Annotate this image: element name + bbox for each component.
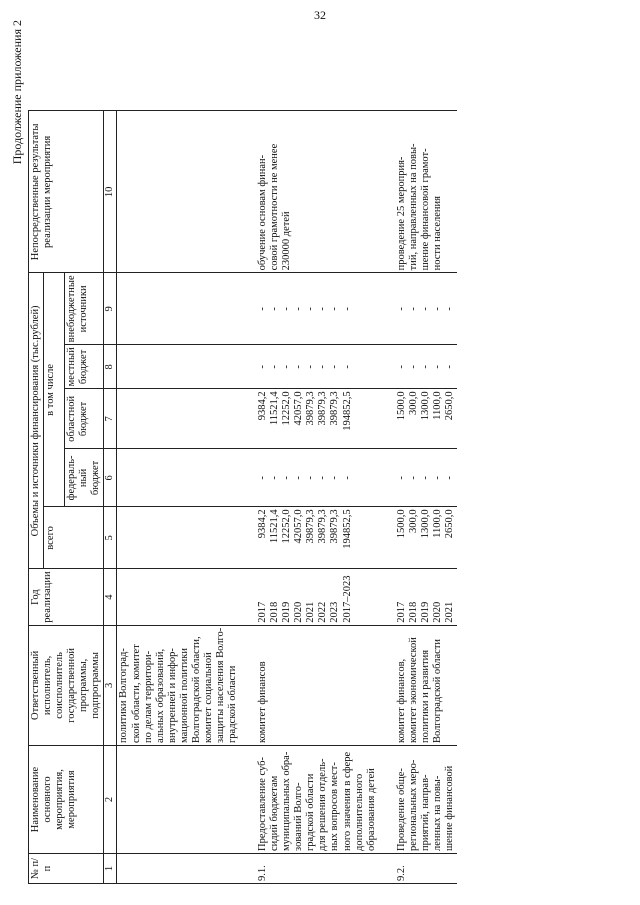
- regional-cell: [395, 389, 457, 449]
- federal-cell-line: -: [407, 476, 419, 480]
- header-federal: федераль-ный бюджет: [65, 449, 104, 507]
- total-cell-line: 12252,0: [281, 509, 293, 544]
- table-row: [395, 111, 457, 884]
- header-results: Непосредственные результаты реализации мероприятия: [29, 111, 104, 273]
- executor-cell-line: комитет социальной: [202, 652, 214, 743]
- name-cell: [395, 746, 457, 854]
- name-cell-line: градской области: [305, 773, 317, 851]
- regional-cell-line: 11521,4: [269, 391, 281, 426]
- regional-cell-line: 300,0: [407, 391, 419, 416]
- extra-cell-line: -: [395, 307, 407, 311]
- federal-cell-line: -: [329, 476, 341, 480]
- total-cell-line: 39879,3: [305, 509, 317, 544]
- extra-cell-line: -: [329, 307, 341, 311]
- executor-cell-line: политики Волгоград-: [118, 648, 130, 743]
- header-year: Год реализации: [29, 569, 104, 625]
- table-row: [256, 111, 379, 884]
- result-cell-line: ности населения: [431, 196, 443, 271]
- name-cell-line: муниципальных обра-: [281, 751, 293, 851]
- extra-cell-line: -: [281, 307, 293, 311]
- col-number: 3: [104, 625, 117, 745]
- total-cell-line: 300,0: [407, 509, 419, 534]
- executor-cell-line: альных образований,: [154, 648, 166, 743]
- header-volumes: Объемы и источники финансирования (тыс.рублей): [29, 273, 44, 569]
- regional-cell-line: 9384,2: [257, 391, 269, 421]
- total-cell-line: 42057,0: [293, 509, 305, 544]
- regional-cell-line: 1500,0: [395, 391, 407, 421]
- rotated-page: [10, 12, 630, 892]
- empty-cell: [117, 345, 240, 389]
- local-cell-line: -: [431, 365, 443, 369]
- executor-cell-line: ской области, комитет: [130, 644, 142, 743]
- federal-cell-line: -: [257, 476, 269, 480]
- extra-cell-line: -: [269, 307, 281, 311]
- total-cell-line: 39879,3: [317, 509, 329, 544]
- extra-cell-line: -: [443, 307, 455, 311]
- col-number: 6: [104, 449, 117, 507]
- header-including: в том числе: [44, 273, 65, 507]
- federal-cell-line: -: [305, 476, 317, 480]
- extra-cell-line: -: [293, 307, 305, 311]
- local-cell-line: -: [419, 365, 431, 369]
- executor-cell-line: градской области: [227, 665, 238, 743]
- name-cell-line: ного значения в сфере: [341, 751, 353, 851]
- header-no: № п/п: [29, 854, 104, 884]
- executor-cell-line: Волгоградской области: [431, 638, 443, 743]
- local-cell-line: -: [395, 365, 407, 369]
- executor-cell: [395, 625, 457, 745]
- year-cell-line: 2018: [407, 601, 419, 623]
- local-cell-line: -: [329, 365, 341, 369]
- extra-cell-line: -: [407, 307, 419, 311]
- executor-cell-line: комитет экономической: [407, 637, 419, 743]
- total-cell-line: 1500,0: [395, 509, 407, 539]
- empty-cell: [117, 273, 240, 345]
- federal-cell: [256, 449, 379, 507]
- result-cell-line: шение финансовой грамот-: [419, 148, 431, 271]
- year-cell-line: 2022: [317, 601, 329, 623]
- total-cell-line: 1300,0: [419, 509, 431, 539]
- name-cell-line: зований Волго-: [293, 782, 305, 851]
- result-cell-line: проведение 25 мероприя-: [395, 156, 407, 271]
- federal-cell: [395, 449, 457, 507]
- year-cell-line: 2020: [431, 601, 443, 623]
- year-cell-line: 2019: [281, 601, 293, 623]
- no-cell: [395, 854, 457, 884]
- header-name: Наименование основного мероприятия, мероприятия: [29, 746, 104, 854]
- local-cell-line: -: [293, 365, 305, 369]
- name-cell-line: сидий бюджетам: [269, 775, 281, 851]
- federal-cell-line: -: [317, 476, 329, 480]
- executor-cell-line: внутренней и инфор-: [166, 648, 178, 743]
- local-cell-line: -: [407, 365, 419, 369]
- col-number: 9: [104, 273, 117, 345]
- name-cell: [117, 746, 240, 854]
- name-cell-line: региональных меро-: [407, 759, 419, 851]
- col-number: 2: [104, 746, 117, 854]
- empty-cell: [117, 449, 240, 507]
- total-cell-line: 1100,0: [431, 509, 443, 538]
- col-number: 8: [104, 345, 117, 389]
- year-cell-line: 2021: [443, 601, 455, 623]
- col-number: 5: [104, 507, 117, 569]
- year-cell-line: 2018: [269, 601, 281, 623]
- local-cell: [256, 345, 379, 389]
- local-cell-line: -: [317, 365, 329, 369]
- no-cell: [256, 854, 379, 884]
- name-cell-line: шение финансовой: [443, 765, 455, 851]
- col-number: 7: [104, 389, 117, 449]
- year-cell-line: 2021: [305, 601, 317, 623]
- regional-cell-line: 1100,0: [431, 391, 443, 420]
- empty-cell: [117, 111, 240, 273]
- total-cell-line: 9384,2: [257, 509, 269, 539]
- extra-cell-line: -: [317, 307, 329, 311]
- header-local: местный бюджет: [65, 345, 104, 389]
- total-cell-line: 11521,4: [269, 509, 281, 544]
- name-cell-line: дополнительного: [353, 773, 365, 851]
- regional-cell-line: 39879,3: [329, 391, 341, 426]
- name-cell-line: Проведение обще-: [395, 768, 407, 851]
- extra-cell-line: -: [257, 307, 269, 311]
- name-cell-line: приятий, направ-: [419, 774, 431, 851]
- name-cell: [256, 746, 379, 854]
- local-cell-line: -: [443, 365, 455, 369]
- federal-cell-line: -: [419, 476, 431, 480]
- total-cell-line: 39879,3: [329, 509, 341, 544]
- year-cell-line: 2017: [395, 601, 407, 623]
- year-cell-line: 2017–2023: [341, 575, 353, 623]
- name-cell-line: образования детей: [365, 768, 377, 851]
- header-executor: Ответственный исполнитель, соисполнитель государственной программы, подпрограммы: [29, 625, 104, 745]
- col-number: 4: [104, 569, 117, 625]
- extra-cell-line: -: [431, 307, 443, 311]
- federal-cell-line: -: [293, 476, 305, 480]
- name-cell-line: Предоставление суб-: [257, 757, 269, 851]
- empty-cell: [117, 507, 240, 569]
- result-cell-line: тий, направленных на повы-: [407, 143, 419, 271]
- federal-cell-line: -: [341, 476, 353, 480]
- federal-cell-line: -: [443, 476, 455, 480]
- name-cell-line: ленных на повы-: [431, 775, 443, 851]
- federal-cell-line: -: [431, 476, 443, 480]
- executor-cell-line: мационной политики: [178, 648, 190, 743]
- header-extra: внебюджетные источники: [65, 273, 104, 345]
- executor-cell-line: политики и развития: [419, 649, 431, 743]
- executor-cell-line: защиты населения Волго-: [214, 627, 226, 743]
- result-cell: [256, 111, 379, 273]
- result-cell: [395, 111, 457, 273]
- extra-cell: [395, 273, 457, 345]
- column-numbers-row: [104, 111, 117, 884]
- regional-cell: [256, 389, 379, 449]
- name-cell-line: ных вопросов мест-: [329, 762, 341, 851]
- extra-cell-line: -: [341, 307, 353, 311]
- federal-cell-line: -: [281, 476, 293, 480]
- local-cell-line: -: [269, 365, 281, 369]
- regional-cell-line: 12252,0: [281, 391, 293, 426]
- row-gap: [379, 111, 395, 884]
- executor-cell-line: Волгоградской области,: [190, 636, 202, 743]
- regional-cell-line: 2650,0: [443, 391, 455, 421]
- total-cell: [256, 507, 379, 569]
- local-cell-line: -: [281, 365, 293, 369]
- regional-cell-line: 1300,0: [419, 391, 431, 421]
- continuation-label: Продолжение приложения 2: [10, 20, 24, 165]
- local-cell: [395, 345, 457, 389]
- header-total: всего: [44, 507, 104, 569]
- empty-cell: [117, 569, 240, 625]
- executor-cell-line: комитет финансов: [257, 661, 269, 743]
- year-cell: [395, 569, 457, 625]
- extra-cell: [256, 273, 379, 345]
- page-number: 32: [314, 8, 326, 22]
- local-cell-line: -: [305, 365, 317, 369]
- result-cell-line: обучение основам финан-: [257, 154, 269, 271]
- no-cell-line: 9.2.: [395, 865, 407, 881]
- year-cell-line: 2019: [419, 601, 431, 623]
- result-cell-line: 230000 детей: [281, 211, 293, 271]
- local-cell-line: -: [257, 365, 269, 369]
- executor-cell-line: по делам территори-: [142, 650, 154, 743]
- federal-cell-line: -: [395, 476, 407, 480]
- total-cell-line: 194852,5: [341, 509, 353, 549]
- executor-cell-line: комитет финансов,: [395, 658, 407, 743]
- total-cell: [395, 507, 457, 569]
- no-cell-line: 9.1.: [257, 865, 269, 881]
- federal-cell-line: -: [269, 476, 281, 480]
- program-table: [28, 110, 457, 884]
- col-number: 10: [104, 111, 117, 273]
- col-number: 1: [104, 854, 117, 884]
- extra-cell-line: -: [419, 307, 431, 311]
- regional-cell-line: 42057,0: [293, 391, 305, 426]
- extra-cell-line: -: [305, 307, 317, 311]
- year-cell-line: 2017: [257, 601, 269, 623]
- header-regional: областной бюджет: [65, 389, 104, 449]
- row-gap: [240, 111, 256, 884]
- empty-cell: [117, 389, 240, 449]
- executor-cell: [117, 625, 240, 745]
- result-cell-line: совой грамотности не менее: [269, 143, 281, 271]
- name-cell-line: для решения отдель-: [317, 758, 329, 851]
- regional-cell-line: 39879,3: [317, 391, 329, 426]
- year-cell-line: 2020: [293, 601, 305, 623]
- regional-cell-line: 39879,3: [305, 391, 317, 426]
- continuation-row: [117, 111, 240, 884]
- executor-cell: [256, 625, 379, 745]
- no-cell: [117, 854, 240, 884]
- total-cell-line: 2650,0: [443, 509, 455, 539]
- year-cell-line: 2023: [329, 601, 341, 623]
- local-cell-line: -: [341, 365, 353, 369]
- regional-cell-line: 194852,5: [341, 391, 353, 431]
- year-cell: [256, 569, 379, 625]
